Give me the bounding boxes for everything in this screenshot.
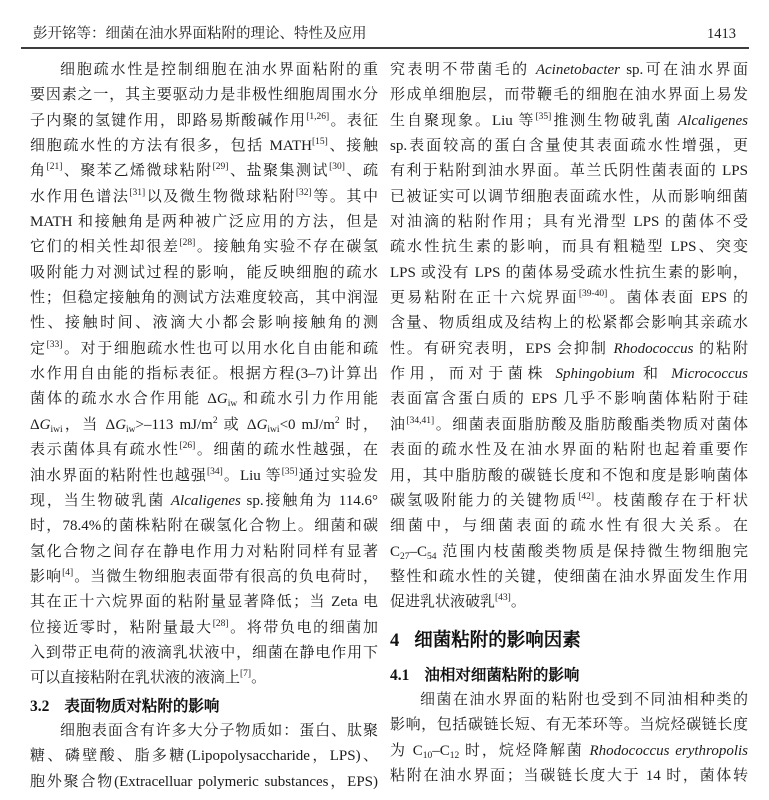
heading-number: 3.2 (30, 697, 50, 715)
text-line: 细胞疏水性是控制细胞在油水界面粘附的重 (60, 62, 378, 78)
text-line: 疏水性抗生素的影响，而具有粗糙型 LPS、突变 (390, 239, 748, 256)
heading-number: 4 (390, 630, 400, 651)
text-line: 细菌在油水界面的粘附也受到不同油相种类的 (420, 691, 748, 708)
text-line: 影响，包括碳链长短、有无苯环等。当烷烃碳链长度 (390, 717, 748, 734)
text-line: 要因素之一，其主要驱动力是非极性细胞周围水分 (30, 87, 378, 104)
text-line: 细胞表面含有许多大分子物质如：蛋白、肽聚 (60, 722, 378, 739)
text-line: 胞外聚合物(Extracelluar polymeric substances，EPS) (30, 773, 378, 790)
text-line: 入到带正电荷的液滴乳状液中，细菌在静电作用下 (30, 644, 378, 661)
running-title: 彭开铭等：细菌在油水界面粘附的理论、特性及应用 (33, 26, 367, 42)
text-line: 水作用色谱法[31]以及微生物微球粘附[32]等。其中 (30, 187, 378, 205)
text-line: 可以直接粘附在乳状液的液滴上[7]。 (30, 669, 267, 687)
text-line: 表面富含蛋白质的 EPS 几乎不影响菌体粘附于硅 (390, 391, 748, 408)
text-line: 促进乳状液破乳[43]。 (390, 593, 526, 611)
text-line: 作用，而对于菌株 Sphingobium 和 Micrococcus (390, 366, 748, 383)
text-line: 时，78.4%的菌株粘附在碳氢化合物上。细菌和碳 (30, 518, 378, 535)
text-line: MATH 和接触角是两种被广泛应用的方法，但是 (30, 214, 378, 231)
text-line: 生自聚现象。Liu 等[35]推测生物破乳菌 Alcaligenes (390, 111, 748, 129)
text-line: 更易粘附在正十六烷界面[39-40]。菌体表面 EPS 的 (390, 289, 748, 307)
text-line: 油水界面的粘附性也越强[34]。Liu 等[35]通过实验发 (30, 466, 378, 484)
text-line: 细菌中，与细菌表面的疏水性有很大关系。在 (390, 518, 748, 535)
text-line: 性、接触时间、液滴大小都会影响接触角的测 (30, 315, 378, 332)
text-line: 对油滴的粘附作用；具有光滑型 LPS 的菌体不受 (390, 214, 748, 231)
text-line: 菌体的疏水水合作用能 $\Delta G_{iw}$ 和疏水引力作用能 (30, 391, 378, 410)
header-rule (21, 47, 749, 49)
text-line: 现，当生物破乳菌 Alcaligenes sp.接触角为 114.6° (30, 492, 378, 509)
text-line: 究表明不带菌毛的 Acinetobacter sp.可在油水界面 (390, 62, 748, 78)
text-line: 整性和疏水性的关键，使细菌在油水界面发生作用 (390, 568, 748, 585)
text-line: LPS 或没有 LPS 的菌体易受疏水性抗生素的影响， (390, 264, 748, 281)
text-line: 有利于粘附到油水界面。革兰氏阴性菌表面的 LPS (390, 163, 748, 180)
section-heading (390, 628, 748, 655)
text-line: 定[33]。对于细胞疏水性也可以用水化自由能和疏 (30, 339, 378, 357)
text-line: $\Delta G_{iwi}$，当 $\Delta G_{iw}>-113$ $mJ/m^2$ 或 $\Delta G_{iwi}<0$ $mJ/m^2$ 时， (30, 415, 378, 435)
text-line: 其在正十六烷界面的粘附量显著降低；当 Zeta 电 (30, 594, 378, 611)
page-number: 1413 (707, 26, 736, 42)
text-line: 细胞疏水性的方法有很多，包括 MATH[15]、接触 (30, 137, 378, 155)
text-line: 氢化合物之间存在静电作用力对粘附同样有显著 (30, 543, 378, 560)
text-line: 子内聚的氢键作用，即路易斯酸碱作用[1,26]。表征 (30, 111, 378, 129)
text-line: 形成单细胞层，而带鞭毛的细胞在油水界面上易发 (390, 87, 748, 104)
heading-title: 表面物质对粘附的影响 (64, 697, 220, 715)
text-line: 粘附在油水界面；当碳链长度大于 14 时，菌体转 (390, 767, 748, 784)
text-line: 表面的疏水性及在油水界面的粘附也起着重要作 (390, 442, 748, 459)
page-header (33, 25, 736, 43)
heading-title: 油相对细菌粘附的影响 (424, 666, 580, 684)
text-line: sp.表面较高的蛋白含量使其表面疏水性增强，更 (390, 138, 748, 155)
text-line: 性。有研究表明，EPS 会抑制 Rhodococcus 的粘附 (390, 340, 748, 357)
text-line: 碳氢吸附能力的关键物质[42]。枝菌酸存在于杆状 (390, 491, 748, 509)
text-line: 它们的相关性却很差[28]。接触角实验不存在碳氢 (30, 238, 378, 256)
text-line: 性；但稳定接触角的测试方法难度较高，其中润湿 (30, 290, 378, 307)
subsection-heading (390, 663, 748, 688)
subsection-heading (30, 694, 378, 719)
text-line: 位接近零时，粘附量最大[28]。将带负电的细菌加 (30, 618, 378, 636)
text-line: 影响[4]。当微生物细胞表面带有很高的负电荷时， (30, 567, 378, 585)
text-line: $C_{27}-C_{54}$ 范围内枝菌酸类物质是保持微生物细胞完 (390, 543, 748, 562)
text-line: 已被证实可以调节细胞表面疏水性，从而影响细菌 (390, 188, 748, 205)
heading-number: 4.1 (390, 666, 410, 684)
text-line: 糖、磷壁酸、脂多糖(Lipopolysaccharide，LPS)、 (30, 748, 378, 765)
text-line: 用，其中脂肪酸的碳链长度和不饱和度是影响菌体 (390, 467, 748, 484)
text-line: 角[21]、聚苯乙烯微球粘附[29]、盐聚集测试[30]、疏 (30, 162, 378, 180)
text-line: 水作用自由能的指标表征。根据方程(3–7)计算出 (30, 366, 378, 383)
text-line: 为 $C_{10}-C_{12}$ 时，烷烃降解菌 Rhodococcus erythropolis (390, 742, 748, 761)
text-line: 含量、物质组成及结构上的松紧都会影响其亲疏水 (390, 315, 748, 332)
left-column (30, 58, 378, 800)
heading-title: 细菌粘附的影响因素 (414, 630, 581, 651)
text-line: 吸附能力对测试过程的影响，能反映细胞的疏水 (30, 264, 378, 281)
text-line: 表示菌体具有疏水性[26]。细菌的疏水性越强，在 (30, 441, 378, 459)
right-column (390, 58, 748, 800)
text-line: 油[34,41]。细菌表面脂肪酸及脂肪酸酯类物质对菌体 (390, 415, 748, 433)
